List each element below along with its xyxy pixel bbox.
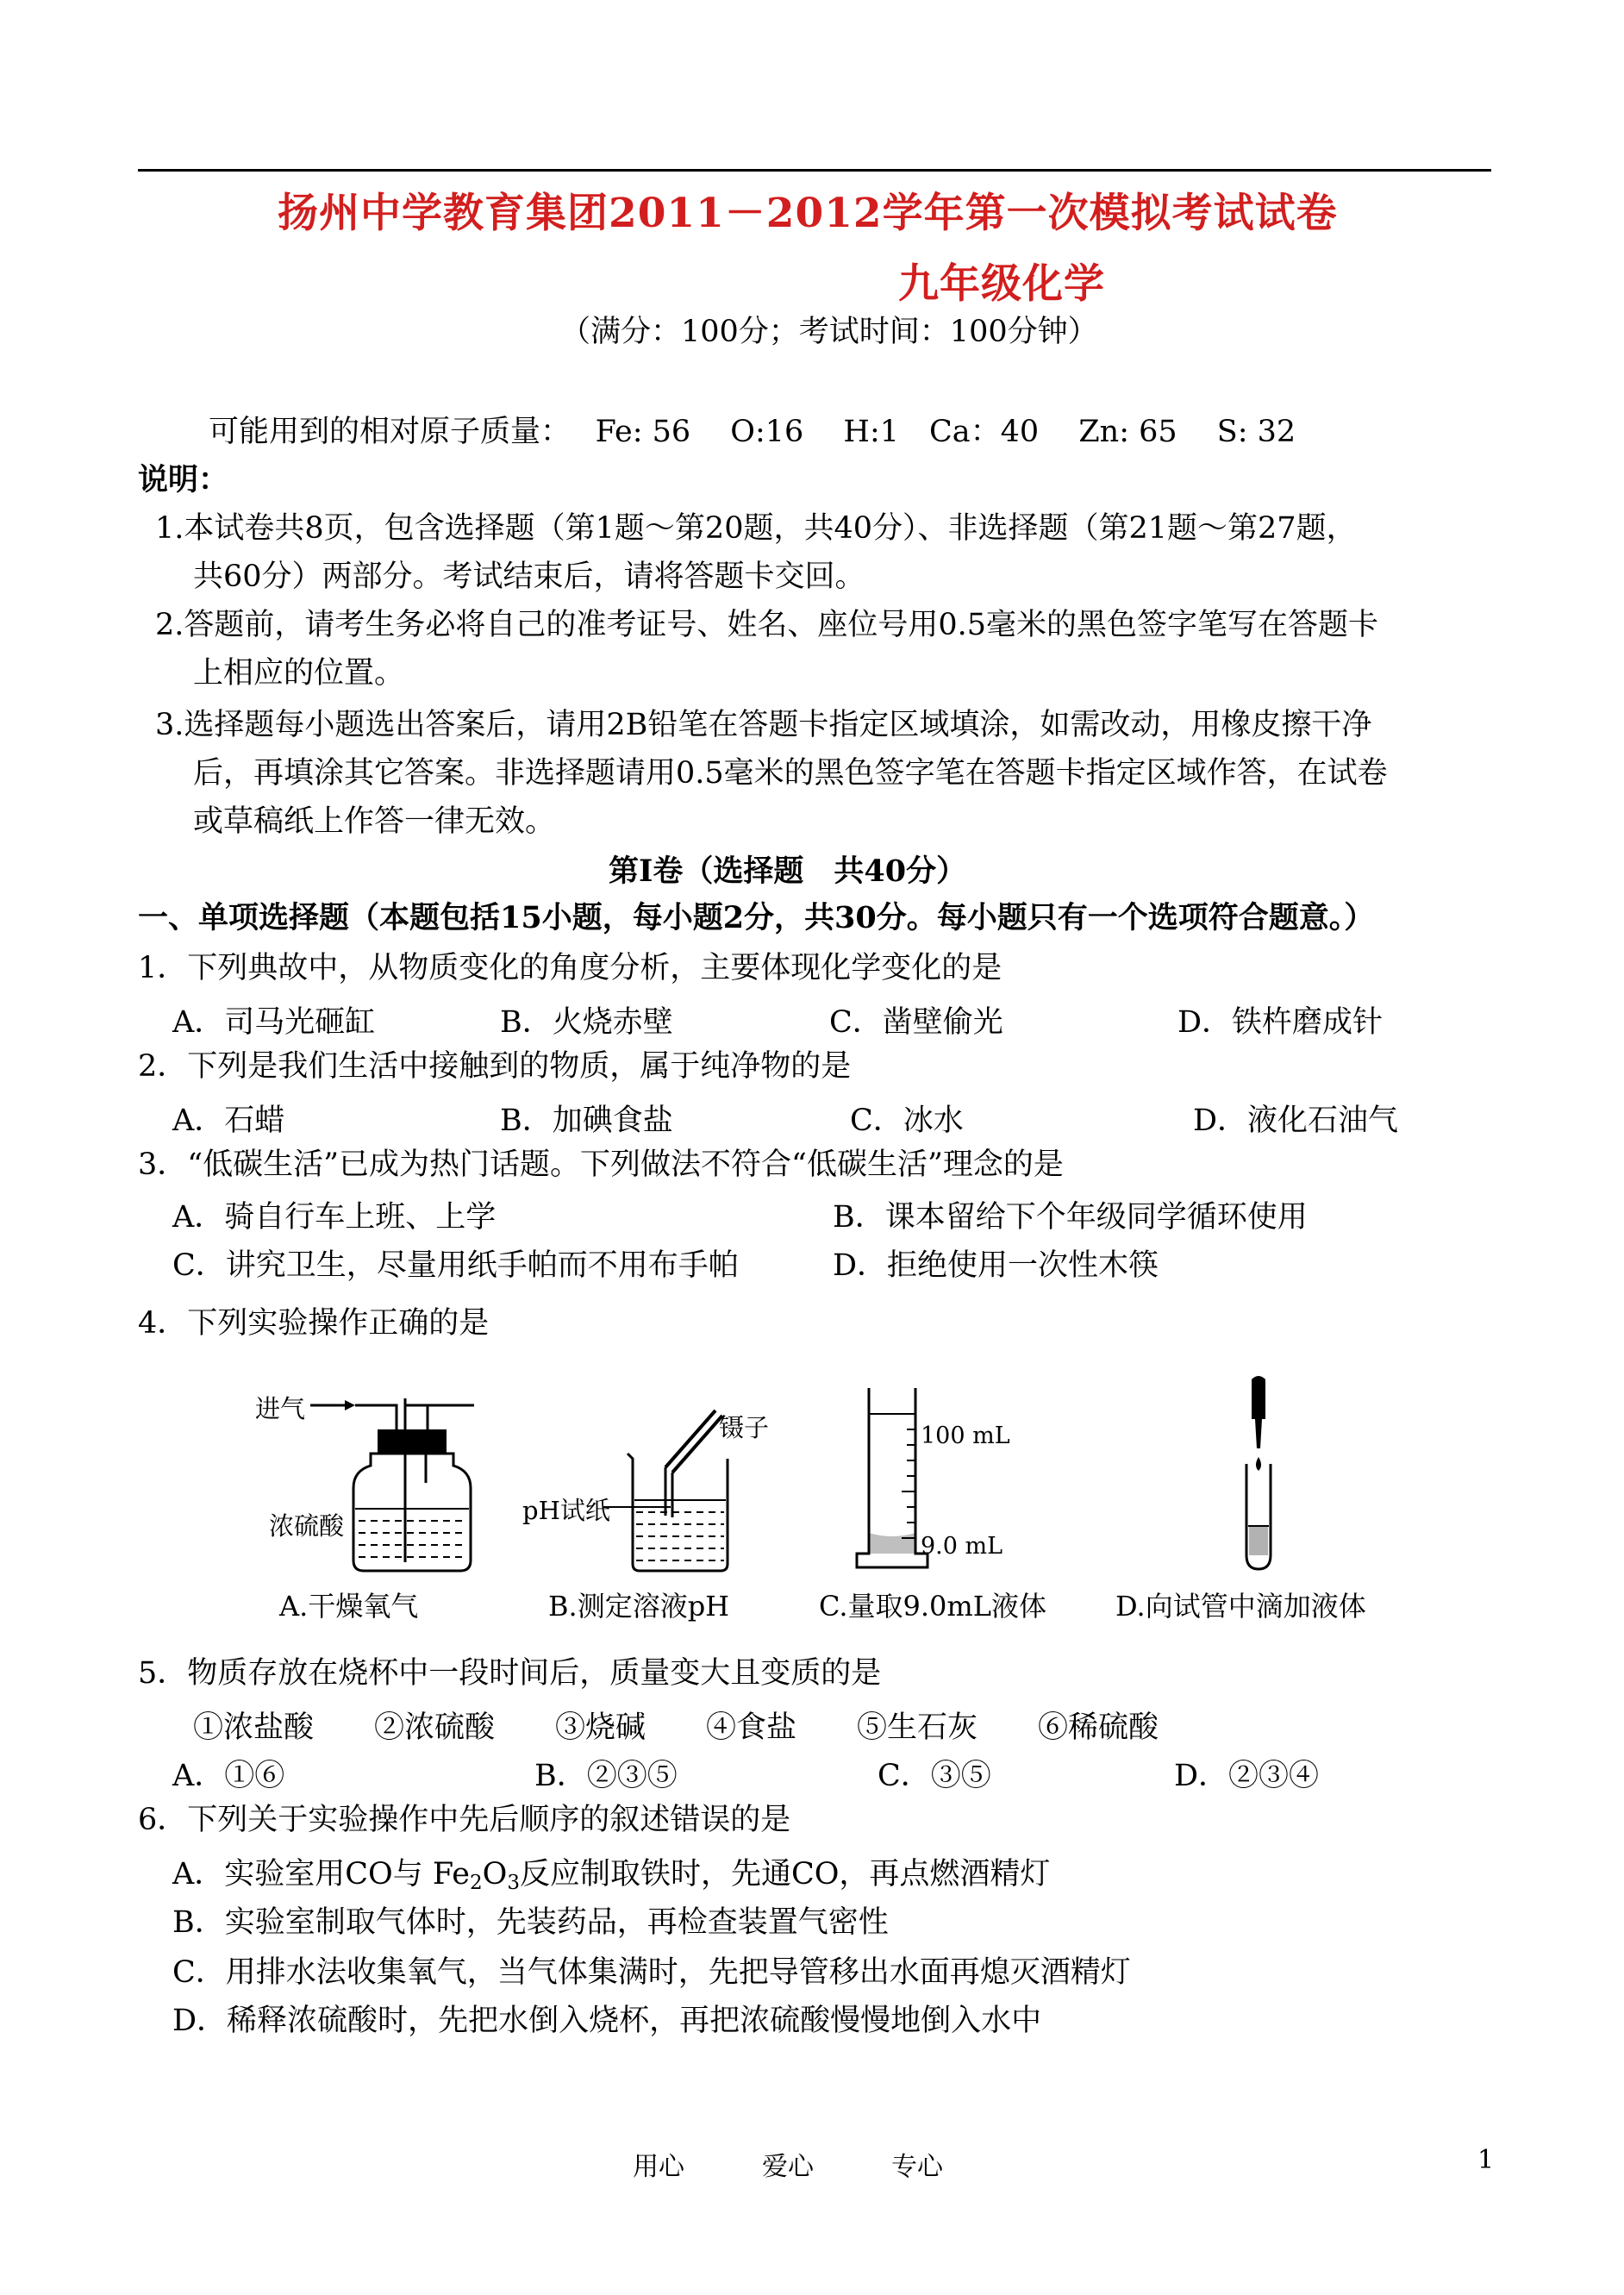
question-3-option-b: B．课本留给下个年级同学循环使用 xyxy=(833,1200,1308,1235)
question-5-option-d: D．②③④ xyxy=(1174,1759,1320,1793)
fig-b-paper-label: pH试纸 xyxy=(522,1496,610,1525)
beaker-tweezers-icon xyxy=(619,1404,740,1576)
question-5-option-c: C．③⑤ xyxy=(878,1759,991,1793)
question-3-stem: 3．“低碳生活”已成为热门话题。下列做法不符合“低碳生活”理念的是 xyxy=(138,1148,1064,1182)
question-5-list: ①浓盐酸 ②浓硫酸 ③烧碱 ④食盐 ⑤生石灰 ⑥稀硫酸 xyxy=(193,1710,1159,1745)
question-3-option-d: D．拒绝使用一次性木筷 xyxy=(833,1248,1159,1283)
question-2-option-b: B．加碘食盐 xyxy=(500,1104,673,1138)
question-6-option-d: D．稀释浓硫酸时，先把水倒入烧杯，再把浓硫酸慢慢地倒入水中 xyxy=(172,2004,1042,2038)
q6a-text-pre: A．实验室用CO与 Fe xyxy=(172,1857,470,1892)
instruction-1-line-2: 共60分）两部分。考试结束后，请将答题卡交回。 xyxy=(193,560,865,594)
fig-a-caption: A.干燥氧气 xyxy=(279,1590,419,1623)
instruction-3-line-1: 3.选择题每小题选出答案后，请用2B铅笔在答题卡指定区域填涂，如需改动，用橡皮擦干净 xyxy=(155,708,1372,742)
question-1-option-c: C．凿壁偷光 xyxy=(829,1005,1003,1040)
exam-title: 扬州中学教育集团2011－2012学年第一次模拟考试试卷 xyxy=(278,190,1338,237)
instruction-1-line-1: 1.本试卷共8页，包含选择题（第1题～第20题，共40分）、非选择题（第21题～第27题， xyxy=(155,511,1357,546)
footer-word-2: 爱心 xyxy=(762,2152,814,2182)
instruction-3-line-3: 或草稿纸上作答一律无效。 xyxy=(193,804,556,839)
footer-word-3: 专心 xyxy=(891,2152,943,2182)
question-1-option-b: B．火烧赤壁 xyxy=(500,1005,673,1040)
dropper-test-tube-icon xyxy=(1229,1374,1290,1573)
fig-b-tweezer-label: 镊子 xyxy=(719,1413,770,1442)
question-2-option-a: A．石蜡 xyxy=(172,1104,285,1138)
q6a-text-post: 反应制取铁时，先通CO，再点燃酒精灯 xyxy=(519,1857,1051,1892)
q6a-text-mid: O xyxy=(482,1857,508,1892)
question-5-option-b: B．②③⑤ xyxy=(534,1759,678,1793)
pointer-line-icon xyxy=(603,1500,672,1517)
instruction-2-line-1: 2.答题前，请考生务必将自己的准考证号、姓名、座位号用0.5毫米的黑色签字笔写在答题卡 xyxy=(155,608,1379,642)
atomic-masses: 可能用到的相对原子质量： Fe: 56 O:16 H:1 Ca：40 Zn: 65 S: 32 xyxy=(209,415,1296,449)
fig-a-acid-label: 浓硫酸 xyxy=(269,1511,345,1541)
question-6-stem: 6．下列关于实验操作中先后顺序的叙述错误的是 xyxy=(138,1803,791,1837)
question-3-option-c: C．讲究卫生，尽量用纸手帕而不用布手帕 xyxy=(172,1248,739,1283)
header-rule xyxy=(138,169,1491,172)
fig-a-inlet-label: 进气 xyxy=(255,1394,306,1423)
question-2-option-c: C．冰水 xyxy=(850,1104,964,1138)
fig-c-caption: C.量取9.0mL液体 xyxy=(819,1590,1047,1623)
instruction-2-line-2: 上相应的位置。 xyxy=(193,656,405,691)
fig-b-caption: B.测定溶液pH xyxy=(548,1590,730,1623)
fig-c-bottom-mark: 9.0 mL xyxy=(921,1533,1003,1560)
score-info: （满分：100分；考试时间：100分钟） xyxy=(560,315,1098,349)
page-number: 1 xyxy=(1477,2145,1495,2175)
question-6-option-b: B．实验室制取气体时，先装药品，再检查装置气密性 xyxy=(172,1905,889,1940)
question-1-stem: 1．下列典故中，从物质变化的角度分析，主要体现化学变化的是 xyxy=(138,951,1003,985)
question-1-option-d: D．铁杵磨成针 xyxy=(1177,1005,1384,1040)
question-6-option-c: C．用排水法收集氧气，当气体集满时，先把导管移出水面再熄灭酒精灯 xyxy=(172,1955,1131,1990)
fig-c-top-mark: 100 mL xyxy=(921,1423,1010,1449)
fig-d-caption: D.向试管中滴加液体 xyxy=(1115,1590,1366,1623)
instruction-3-line-2: 后，再填涂其它答案。非选择题请用0.5毫米的黑色签字笔在答题卡指定区域作答，在试卷 xyxy=(193,756,1388,791)
gas-washing-bottle-icon xyxy=(310,1379,483,1578)
question-1-option-a: A．司马光砸缸 xyxy=(172,1005,376,1040)
question-2-stem: 2．下列是我们生活中接触到的物质，属于纯净物的是 xyxy=(138,1049,852,1084)
q6a-sub-1: 2 xyxy=(469,1872,483,1894)
question-2-option-d: D．液化石油气 xyxy=(1193,1104,1399,1138)
graduated-cylinder-icon xyxy=(853,1385,931,1571)
question-6-option-a xyxy=(172,1850,1050,1894)
question-5-option-a: A．①⑥ xyxy=(172,1759,285,1793)
instructions-heading: 说明： xyxy=(138,462,229,497)
section-title: 第Ⅰ卷（选择题 共40分） xyxy=(609,854,967,889)
question-3-option-a: A．骑自行车上班、上学 xyxy=(172,1200,497,1235)
question-4-stem: 4．下列实验操作正确的是 xyxy=(138,1306,490,1341)
footer-word-1: 用心 xyxy=(633,2152,684,2182)
exam-subtitle: 九年级化学 xyxy=(898,260,1105,308)
q6a-sub-2: 3 xyxy=(507,1872,520,1894)
question-5-stem: 5．物质存放在烧杯中一段时间后，质量变大且变质的是 xyxy=(138,1656,882,1691)
part-one-heading: 一、单项选择题（本题包括15小题，每小题2分，共30分。每小题只有一个选项符合题意。） xyxy=(138,900,1375,935)
